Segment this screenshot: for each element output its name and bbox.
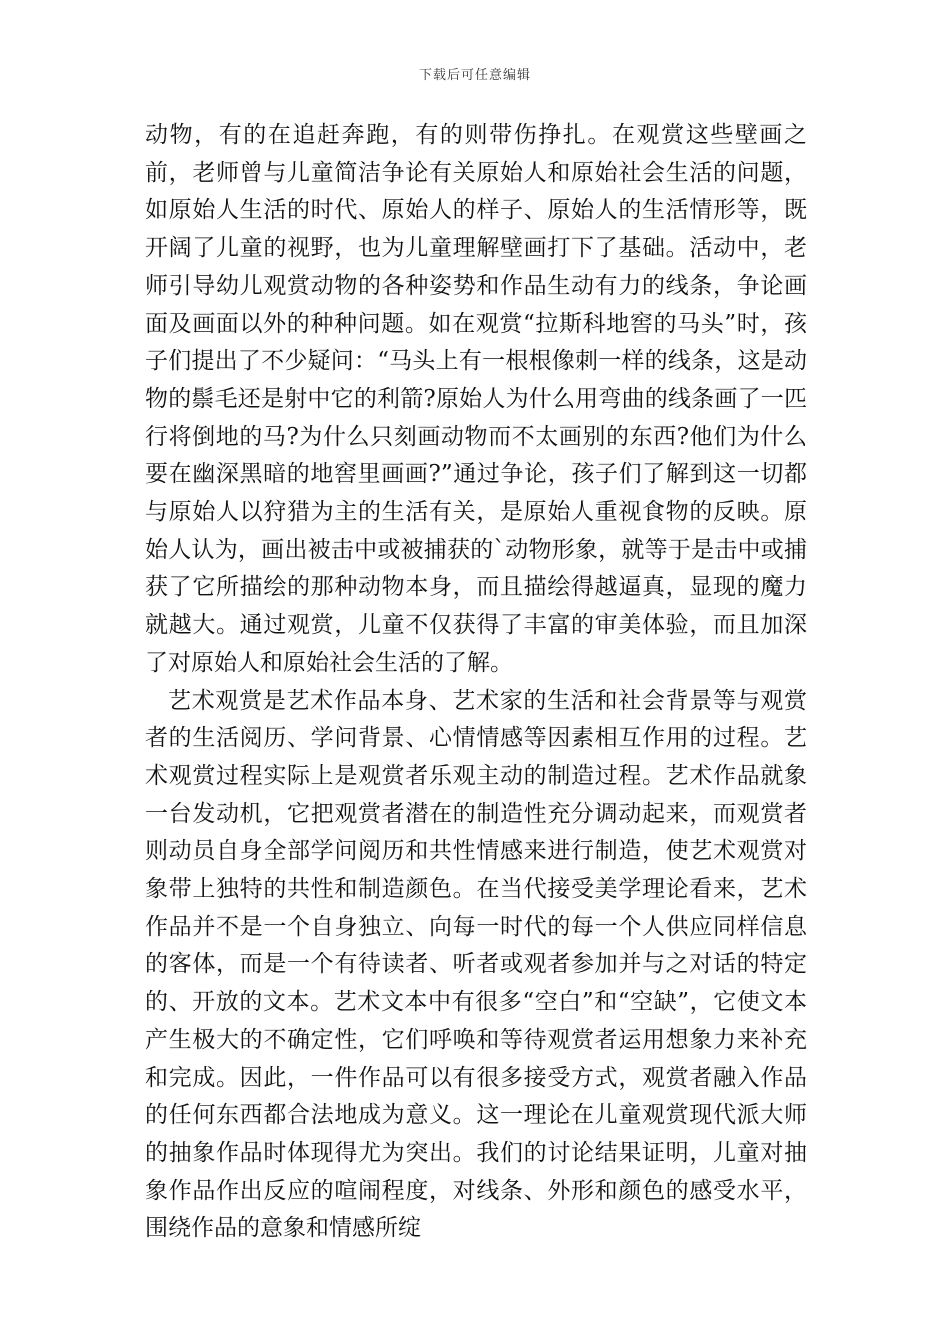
paragraph: 动物，有的在追赶奔跑，有的则带伤挣扎。在观赏这些壁画之前，老师曾与儿童简洁争论有关原始人和原始社会生活的问题，如原始人生活的时代、原始人的样子、原始人的生活情形等，既开阔了儿童的视野，也为儿童理解壁画打下了基础。活动中，老师引导幼儿观赏动物的各种姿势和作品生动有力的线条，争论画面及画面以外的种种问题。如在观赏“拉斯科地窖的马头”时，孩子们提出了不少疑问：“马头上有一根根像刺一样的线条，这是动物的鬃毛还是射中它的利箭?原始人为什么用弯曲的线条画了一匹行将倒地的马?为什么只刻画动物而不太画别的东西?他们为什么要在幽深黑暗的地窖里画画?”通过争论，孩子们了解到这一切都与原始人以狩猎为主的生活有关，是原始人重视食物的反映。原始人认为，画出被击中或被捕获的`动物形象，就等于是击中或捕获了它所描绘的那种动物本身，而且描绘得越逼真，显现的魔力就越大。通过观赏，儿童不仅获得了丰富的审美体验，而且加深了对原始人和原始社会生活的了解。	[145, 122, 807, 676]
document-body	[145, 117, 807, 1248]
paragraph: 艺术观赏是艺术作品本身、艺术家的生活和社会背景等与观赏者的生活阅历、学问背景、心情情感等因素相互作用的过程。艺术观赏过程实际上是观赏者乐观主动的制造过程。艺术作品就象一台发动机，它把观赏者潜在的制造性充分调动起来，而观赏者则动员自身全部学问阅历和共性情感来进行制造，使艺术观赏对象带上独特的共性和制造颜色。在当代接受美学理论看来，艺术作品并不是一个自身独立、向每一时代的每一个人供应同样信息的客体，而是一个有待读者、听者或观者参加并与之对话的特定的、开放的文本。艺术文本中有很多“空白”和“空缺”，它使文本产生极大的不确定性，它们呼唤和等待观赏者运用想象力来补充和完成。因此，一件作品可以有很多接受方式，观赏者融入作品的任何东西都合法地成为意义。这一理论在儿童观赏现代派大师的抽象作品时体现得尤为突出。我们的讨论结果证明，儿童对抽象作品作出反应的喧闹程度，对线条、外形和颜色的感受水平，围绕作品的意象和情感所绽	[145, 687, 807, 1242]
page-header: 下载后可任意编辑	[418, 68, 531, 83]
